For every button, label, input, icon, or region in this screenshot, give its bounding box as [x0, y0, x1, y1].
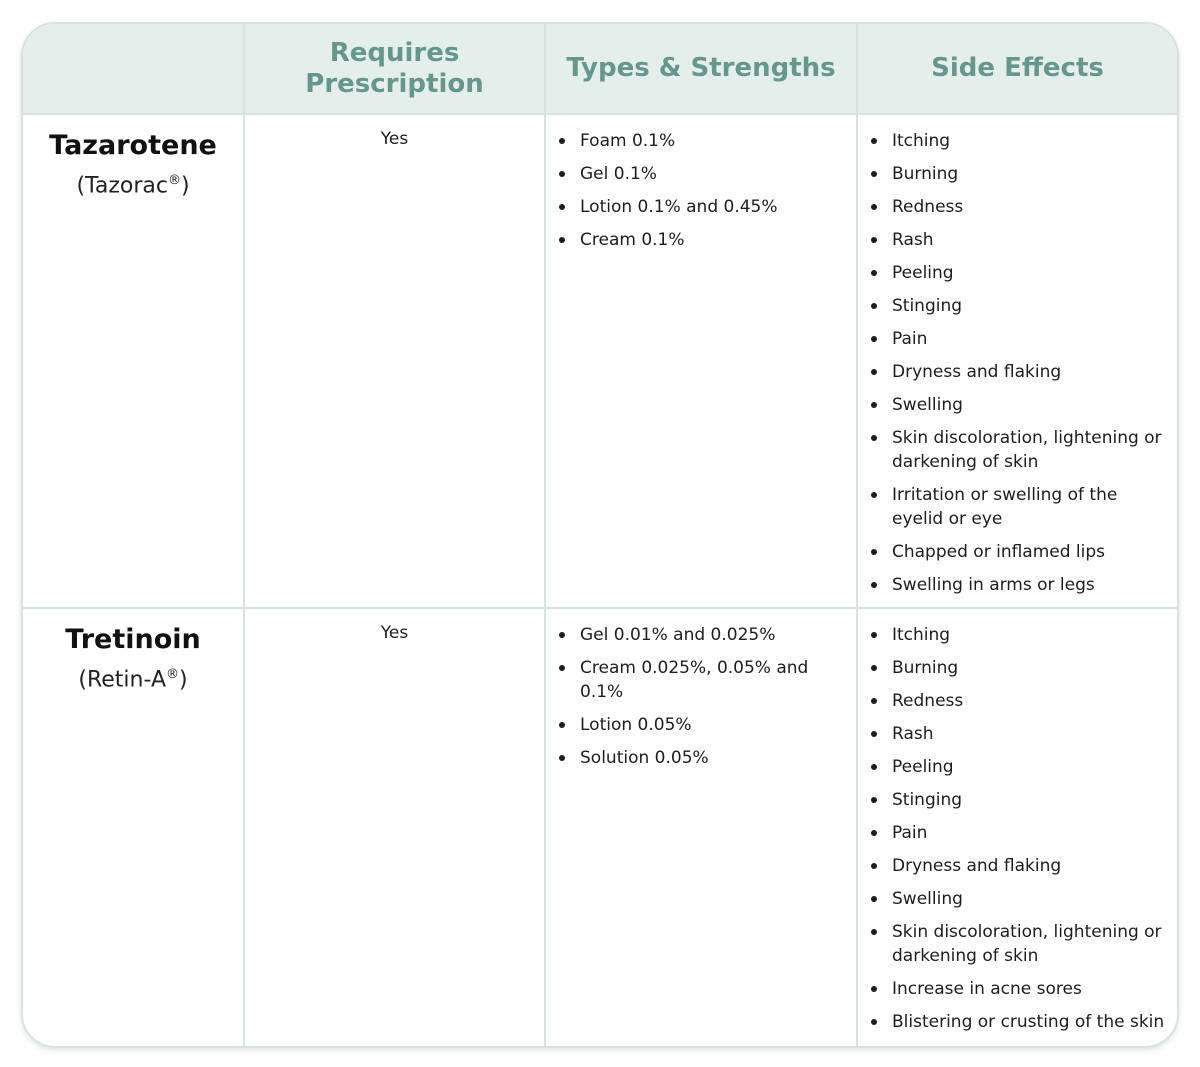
table-row — [23, 114, 1177, 608]
list-item: Itching — [858, 129, 1177, 153]
list-item: Peeling — [858, 755, 1177, 779]
medication-comparison-table — [23, 24, 1177, 1048]
brand-close: ) — [179, 667, 188, 693]
drug-name: Tretinoin — [65, 624, 201, 655]
drug-name: Tazarotene — [49, 130, 217, 161]
list-item: Skin discoloration, lightening or darkening of skin — [858, 920, 1177, 968]
list-item: Swelling — [858, 887, 1177, 911]
types-cell — [545, 114, 857, 608]
list-item: Peeling — [858, 261, 1177, 285]
list-item: Blistering or crusting of the skin — [858, 1010, 1177, 1034]
list-item: Foam 0.1% — [546, 129, 856, 153]
registered-mark: ® — [167, 173, 181, 188]
drug-brand — [23, 659, 243, 696]
list-item: Gel 0.01% and 0.025% — [546, 623, 856, 647]
list-item: Stinging — [858, 788, 1177, 812]
list-item: Rash — [858, 722, 1177, 746]
list-item: Redness — [858, 689, 1177, 713]
side-effects-cell — [857, 114, 1177, 608]
prescription-cell: Yes — [244, 114, 545, 608]
list-item: Dryness and flaking — [858, 854, 1177, 878]
brand-name: (Retin-A — [78, 667, 166, 693]
list-item: Pain — [858, 821, 1177, 845]
list-item: Gel 0.1% — [546, 162, 856, 186]
side-effects-cell — [857, 608, 1177, 1048]
list-item: Rash — [858, 228, 1177, 252]
side-effects-list — [858, 115, 1177, 597]
list-item: Swelling in arms or legs — [858, 573, 1177, 597]
table-row — [23, 608, 1177, 1048]
list-item: Burning — [858, 656, 1177, 680]
header-types-strengths: Types & Strengths — [545, 24, 857, 114]
header-side-effects: Side Effects — [857, 24, 1177, 114]
list-item: Dryness and flaking — [858, 360, 1177, 384]
drug-cell — [23, 114, 244, 608]
list-item: Burning — [858, 162, 1177, 186]
drug-cell — [23, 608, 244, 1048]
list-item: Chapped or inflamed lips — [858, 540, 1177, 564]
list-item: Itching — [858, 623, 1177, 647]
header-requires-prescription: Requires Prescription — [244, 24, 545, 114]
header-empty-cell — [23, 24, 244, 114]
list-item: Cream 0.025%, 0.05% and 0.1% — [546, 656, 856, 704]
types-list — [546, 115, 856, 252]
types-cell — [545, 608, 857, 1048]
drug-brand — [23, 165, 243, 202]
list-item: Stinging — [858, 294, 1177, 318]
types-list — [546, 609, 856, 770]
list-item: Lotion 0.1% and 0.45% — [546, 195, 856, 219]
table-header-row — [23, 24, 1177, 114]
list-item: Skin discoloration, lightening or darkening of skin — [858, 426, 1177, 474]
list-item: Cream 0.1% — [546, 228, 856, 252]
list-item: Increase in acne sores — [858, 977, 1177, 1001]
list-item: Solution 0.05% — [546, 746, 856, 770]
prescription-cell: Yes — [244, 608, 545, 1048]
list-item: Redness — [858, 195, 1177, 219]
brand-close: ) — [180, 173, 190, 199]
side-effects-list — [858, 609, 1177, 1034]
list-item: Pain — [858, 327, 1177, 351]
list-item: Irritation or swelling of the eyelid or eye — [858, 483, 1177, 531]
medication-comparison-table-card — [21, 22, 1179, 1048]
registered-mark: ® — [166, 667, 179, 682]
list-item: Lotion 0.05% — [546, 713, 856, 737]
list-item: Swelling — [858, 393, 1177, 417]
brand-name: (Tazorac — [76, 173, 168, 199]
